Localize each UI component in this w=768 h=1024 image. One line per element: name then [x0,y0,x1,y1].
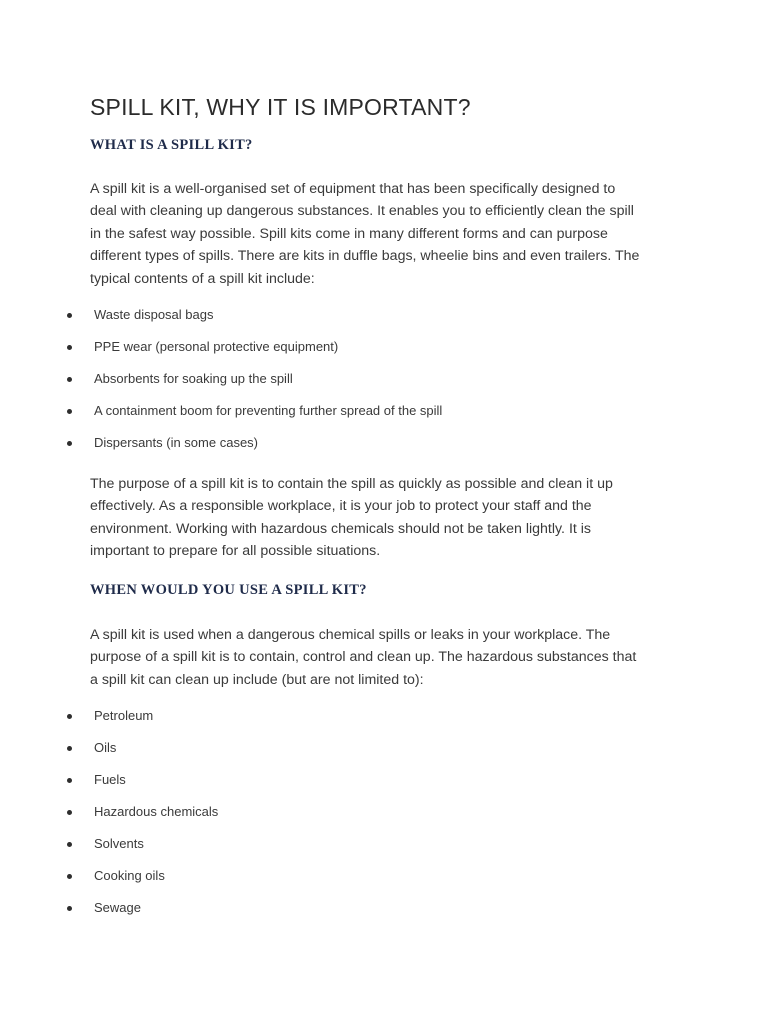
bullet-icon [67,313,72,318]
paragraph-line: environment. Working with hazardous chemicals should not be taken lightly. It is [90,520,592,537]
bullet-icon [67,874,72,879]
bullet-icon [67,906,72,911]
paragraph-line: A spill kit is used when a dangerous chemical spills or leaks in your workplace. The [90,627,611,643]
list-item-text: Petroleum [94,708,154,723]
list-item-text: Oils [94,740,117,755]
bullet-icon [67,714,72,719]
list-item-text: A containment boom for preventing further spread of the spill [94,403,443,418]
paragraph-line: deal with cleaning up dangerous substances. It enables you to efficiently clean the spill [90,203,634,220]
paragraph-line: effectively. As a responsible workplace, it is your job to protect your staff and the [90,498,592,515]
section-heading-when-use: WHEN WOULD YOU USE A SPILL KIT? [90,582,367,598]
list-item-text: Absorbents for soaking up the spill [94,371,293,386]
paragraph-line: The purpose of a spill kit is to contain the spill as quickly as possible and clean it up [90,476,613,492]
paragraph-line: typical contents of a spill kit include: [90,270,315,287]
bullet-icon [67,778,72,783]
list-item-text: Dispersants (in some cases) [94,435,258,450]
paragraph-line: A spill kit is a well-organised set of equipment that has been specifically designed to [90,181,616,197]
bullet-icon [67,842,72,847]
list-item-text: Solvents [94,836,144,851]
bullet-icon [67,746,72,751]
paragraph-line: different types of spills. There are kits in duffle bags, wheelie bins and even trailers. The [90,248,640,265]
bullet-icon [67,441,72,446]
page-title: SPILL KIT, WHY IT IS IMPORTANT? [90,94,471,120]
list-item-text: Hazardous chemicals [94,804,219,819]
list-item-text: Fuels [94,772,126,787]
purpose-paragraph [90,473,690,563]
list-item-text: PPE wear (personal protective equipment) [94,339,339,354]
list-item-text: Cooking oils [94,868,165,883]
paragraph-line: in the safest way possible. Spill kits come in many different forms and can purpose [90,225,608,242]
paragraph-line: important to prepare for all possible situations. [90,543,381,560]
paragraph-line: a spill kit can clean up include (but are not limited to): [90,671,424,688]
usage-paragraph [90,624,690,691]
section-heading-what-is: WHAT IS A SPILL KIT? [90,137,253,153]
bullet-icon [67,810,72,815]
paragraph-line: purpose of a spill kit is to contain, control and clean up. The hazardous substances that [90,649,637,666]
bullet-icon [67,377,72,382]
intro-paragraph [90,178,690,290]
bullet-icon [67,345,72,350]
list-item-text: Waste disposal bags [94,307,214,322]
list-item-text: Sewage [94,900,141,915]
bullet-icon [67,409,72,414]
